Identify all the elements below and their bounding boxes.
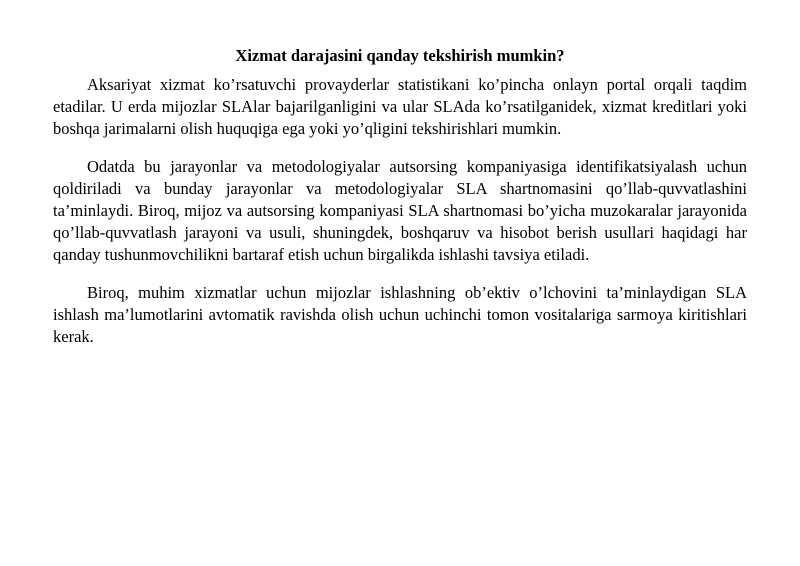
- paragraph-1: Aksariyat xizmat ko’rsatuvchi provayderlar statistikani ko’pincha onlayn portal orqali taqdim etadilar. U erda mijozlar SLAlar bajarilganligini va ular SLAda ko’rsatilganidek, xizmat kreditlari yoki boshqa jarimalarni olish huquqiga ega yoki yo’qligini tekshirishlari mumkin.: [53, 75, 747, 138]
- paragraph-3: Biroq, muhim xizmatlar uchun mijozlar ishlashning ob’ektiv o’lchovini ta’minlaydigan SLA ishlash ma’lumotlarini avtomatik ravishda olish uchun uchinchi tomon vositalariga sarmoya kiritishlari kerak.: [53, 283, 747, 346]
- document-title: Xizmat darajasini qanday tekshirish mumkin?: [235, 46, 565, 65]
- document-page: [53, 0, 747, 348]
- paragraph-2: Odatda bu jarayonlar va metodologiyalar autsorsing kompaniyasiga identifikatsiyalash uchun qoldiriladi va bunday jarayonlar va metodologiyalar SLA shartnomasini qo’llab-quvvatlashini ta’minlaydi. Biroq, mijoz va autsorsing kompaniyasi SLA shartnomasi bo’yicha muzokaralar jarayonida qo’llab-quvvatlash jarayoni va usuli, shuningdek, boshqaruv va hisobot berish usullari haqidagi har qanday tushunmovchilikni bartaraf etish uchun birgalikda ishlashi tavsiya etiladi.: [53, 157, 747, 264]
